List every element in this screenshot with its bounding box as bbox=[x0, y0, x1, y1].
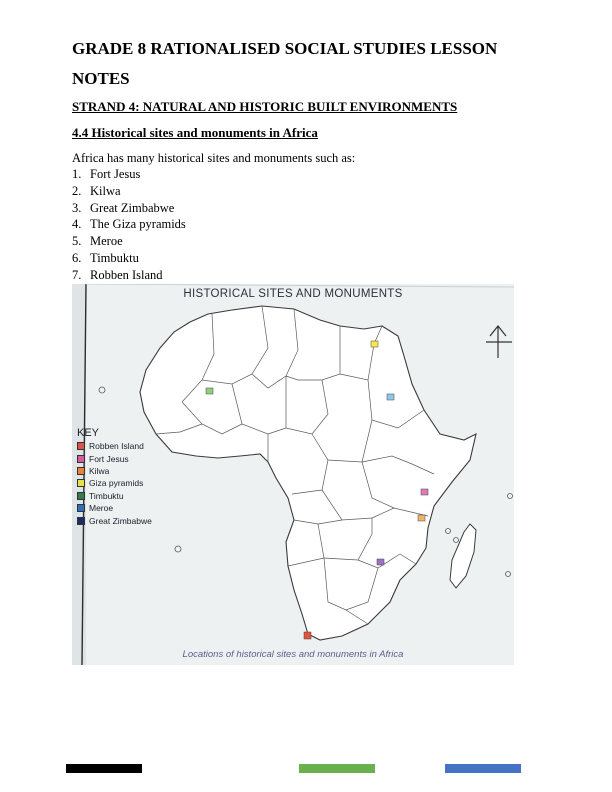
key-swatch bbox=[77, 479, 85, 487]
key-item-great-zimbabwe: Great Zimbabwe bbox=[77, 514, 152, 526]
key-item-kilwa: Kilwa bbox=[77, 465, 152, 477]
list-item: 5. Meroe bbox=[72, 234, 123, 249]
intro-text: Africa has many historical sites and monuments such as: bbox=[72, 151, 356, 165]
key-swatch bbox=[77, 442, 85, 450]
giza-pyramids-marker bbox=[371, 341, 378, 347]
footer-bar-green bbox=[299, 764, 375, 773]
kilwa-marker bbox=[418, 515, 425, 521]
list-item: 7. Robben Island bbox=[72, 267, 163, 282]
key-swatch bbox=[77, 492, 85, 500]
list-item: 3. Great Zimbabwe bbox=[72, 200, 175, 215]
key-swatch bbox=[77, 455, 85, 463]
subtopic-heading: 4.4 Historical sites and monuments in Africa bbox=[72, 125, 318, 140]
meroe-marker bbox=[387, 394, 394, 400]
list-item: 4. The Giza pyramids bbox=[72, 217, 186, 232]
sites-list bbox=[72, 166, 186, 284]
key-item-meroe: Meroe bbox=[77, 502, 152, 514]
footer-bar-black bbox=[66, 764, 142, 773]
key-swatch bbox=[77, 467, 85, 475]
page-title: GRADE 8 RATIONALISED SOCIAL STUDIES LESSON NOTES bbox=[72, 39, 498, 88]
map-title: HISTORICAL SITES AND MONUMENTS bbox=[183, 288, 403, 300]
strand-heading: STRAND 4: NATURAL AND HISTORIC BUILT ENVIRONMENTS bbox=[72, 99, 458, 114]
footer-bar-blue bbox=[445, 764, 521, 773]
list-item: 6. Timbuktu bbox=[72, 250, 139, 265]
list-item: 2. Kilwa bbox=[72, 183, 121, 198]
map-key bbox=[77, 427, 152, 527]
key-title: KEY bbox=[77, 427, 100, 439]
key-item-timbuktu: Timbuktu bbox=[77, 490, 152, 502]
fort-jesus-marker bbox=[421, 489, 428, 495]
timbuktu-marker bbox=[206, 388, 213, 394]
list-item: 1. Fort Jesus bbox=[72, 167, 141, 181]
robben-island-marker bbox=[304, 632, 311, 639]
key-item-fort-jesus: Fort Jesus bbox=[77, 452, 152, 464]
key-item-giza-pyramids: Giza pyramids bbox=[77, 477, 152, 489]
key-item-robben-island: Robben Island bbox=[77, 440, 152, 452]
key-swatch bbox=[77, 504, 85, 512]
great-zimbabwe-marker bbox=[377, 559, 384, 565]
map-caption: Locations of historical sites and monuments in Africa bbox=[182, 649, 404, 660]
africa-map-image bbox=[72, 284, 514, 665]
key-swatch bbox=[77, 517, 85, 525]
